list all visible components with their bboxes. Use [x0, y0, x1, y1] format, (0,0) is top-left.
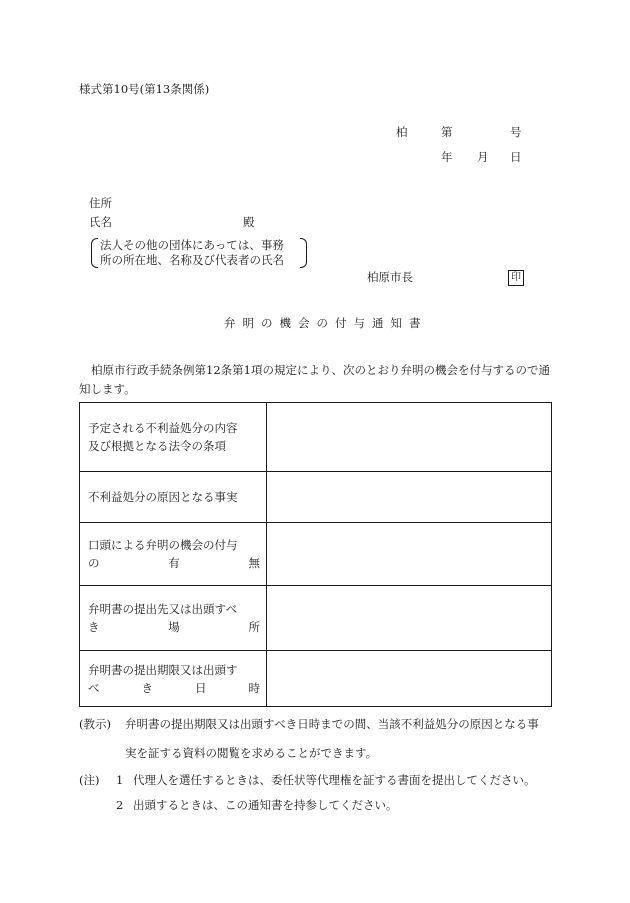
row-label-line: 予定される不利益処分の内容: [88, 421, 238, 435]
row-label-deadline: [80, 651, 267, 707]
row-label-line: 不利益処分の原因となる事実: [88, 490, 238, 504]
row-value-disposition[interactable]: [267, 403, 552, 472]
table-row: [80, 586, 552, 651]
row-label-oral-hearing: [80, 523, 267, 586]
note-label: (注): [79, 773, 100, 787]
row-value-deadline[interactable]: [267, 651, 552, 707]
note2-number: 2: [116, 798, 124, 812]
table-row: [80, 403, 552, 472]
spread-char: 所: [248, 620, 260, 634]
spread-char: き: [141, 680, 153, 695]
row-label-line: 及び根拠となる法令の条項: [88, 439, 226, 453]
row-label-cause: [80, 472, 267, 523]
corporation-note-line2: 所の所在地、名称及び代表者の氏名: [100, 253, 284, 267]
row-label-line: 弁明書の提出先又は出頭すべ: [88, 602, 238, 616]
note1-text: 代理人を選任するときは、委任状等代理権を証する書面を提出してください。: [133, 773, 536, 787]
spread-char: 無: [248, 556, 260, 570]
note1-number: 1: [116, 773, 124, 787]
table-row: [80, 651, 552, 707]
name-label: 氏名: [89, 215, 112, 229]
seal-mark: 印: [508, 270, 524, 286]
date-year-label: 年: [441, 150, 453, 164]
row-label-line: 弁明書の提出期限又は出頭す: [88, 662, 238, 677]
note2-text: 出頭するときは、この通知書を持参してください。: [133, 798, 398, 812]
left-bracket: [91, 238, 98, 268]
items-table: [79, 402, 552, 707]
document-number-go: 号: [510, 125, 522, 139]
spread-char: べ: [88, 680, 100, 695]
row-label-spread: [88, 554, 260, 572]
table-row: [80, 472, 552, 523]
instruction-label: (教示): [79, 717, 111, 731]
spread-char: 有: [168, 556, 180, 570]
corporation-note: [91, 238, 307, 268]
row-value-oral-hearing[interactable]: [267, 523, 552, 586]
row-label-line: 口頭による弁明の機会の付与: [88, 538, 238, 552]
spread-char: 場: [168, 620, 180, 634]
form-number: 様式第10号(第13条関係): [79, 82, 210, 96]
row-label-submission-place: [80, 586, 267, 651]
document-title: 弁明の機会の付与通知書: [224, 316, 428, 330]
issuer-mayor: 柏原市長: [367, 270, 413, 284]
right-bracket: [300, 238, 307, 268]
table-row: [80, 523, 552, 586]
date-month-label: 月: [477, 150, 489, 164]
address-label: 住所: [89, 196, 112, 210]
row-label-spread: [88, 618, 260, 636]
row-label-spread: [88, 679, 260, 697]
spread-char: 時: [248, 680, 260, 695]
date-day-label: 日: [510, 150, 522, 164]
document-number-dai: 第: [441, 125, 453, 139]
row-value-cause[interactable]: [267, 472, 552, 523]
intro-paragraph: 柏原市行政手続条例第12条第1項の規定により、次のとおり弁明の機会を付与するので通知します。: [79, 363, 550, 396]
instruction-line1: 弁明書の提出期限又は出頭すべき日時までの間、当該不利益処分の原因となる事: [125, 717, 539, 731]
spread-char: き: [88, 620, 100, 634]
document-number-prefix: 柏: [396, 125, 408, 139]
spread-char: 日: [195, 680, 207, 695]
corporation-note-line1: 法人その他の団体にあっては、事務: [100, 238, 284, 252]
spread-char: の: [88, 556, 100, 570]
row-value-submission-place[interactable]: [267, 586, 552, 651]
instruction-line2: 実を証する資料の閲覧を求めることができます。: [125, 746, 378, 760]
row-label-disposition: [80, 403, 267, 472]
honorific-dono: 殿: [243, 215, 255, 229]
